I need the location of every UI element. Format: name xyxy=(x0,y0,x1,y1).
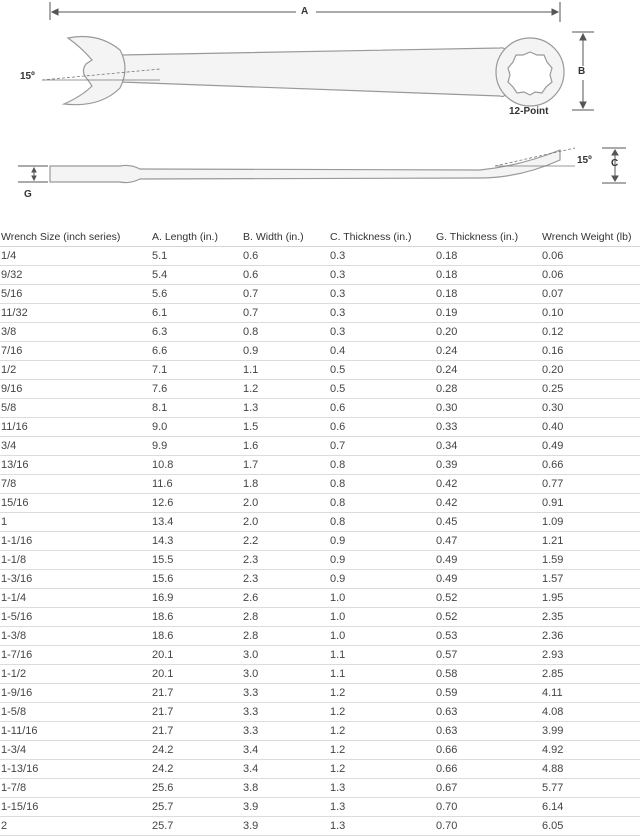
header-c-thickness: C. Thickness (in.) xyxy=(329,228,435,247)
cell-length: 13.4 xyxy=(151,513,242,532)
cell-g-thickness: 0.19 xyxy=(435,304,541,323)
cell-width: 3.4 xyxy=(242,741,329,760)
cell-width: 3.9 xyxy=(242,817,329,836)
cell-size: 1-1/16 xyxy=(0,532,151,551)
cell-length: 25.7 xyxy=(151,817,242,836)
cell-size: 11/32 xyxy=(0,304,151,323)
table-row xyxy=(0,741,640,760)
cell-width: 3.9 xyxy=(242,798,329,817)
cell-g-thickness: 0.63 xyxy=(435,722,541,741)
header-length: A. Length (in.) xyxy=(151,228,242,247)
wrench-diagram xyxy=(0,0,640,225)
cell-c-thickness: 0.6 xyxy=(329,418,435,437)
cell-length: 25.7 xyxy=(151,798,242,817)
cell-size: 1-3/8 xyxy=(0,627,151,646)
table-row xyxy=(0,247,640,266)
dimension-a-label: A xyxy=(301,6,309,17)
cell-weight: 0.91 xyxy=(541,494,640,513)
cell-size: 1-7/16 xyxy=(0,646,151,665)
cell-width: 3.0 xyxy=(242,646,329,665)
cell-g-thickness: 0.28 xyxy=(435,380,541,399)
cell-width: 0.6 xyxy=(242,266,329,285)
cell-size: 1-9/16 xyxy=(0,684,151,703)
cell-weight: 0.12 xyxy=(541,323,640,342)
header-wrench-size: Wrench Size (inch series) xyxy=(0,228,151,247)
cell-g-thickness: 0.49 xyxy=(435,551,541,570)
cell-size: 1-1/4 xyxy=(0,589,151,608)
cell-weight: 6.05 xyxy=(541,817,640,836)
table-row xyxy=(0,798,640,817)
table-row xyxy=(0,494,640,513)
cell-width: 1.8 xyxy=(242,475,329,494)
cell-weight: 2.93 xyxy=(541,646,640,665)
cell-g-thickness: 0.30 xyxy=(435,399,541,418)
cell-size: 1 xyxy=(0,513,151,532)
cell-c-thickness: 1.2 xyxy=(329,703,435,722)
cell-width: 2.6 xyxy=(242,589,329,608)
cell-g-thickness: 0.18 xyxy=(435,247,541,266)
cell-size: 5/16 xyxy=(0,285,151,304)
cell-g-thickness: 0.52 xyxy=(435,589,541,608)
dimension-g-label: G xyxy=(24,189,32,200)
cell-width: 2.2 xyxy=(242,532,329,551)
table-row xyxy=(0,627,640,646)
cell-weight: 2.35 xyxy=(541,608,640,627)
cell-c-thickness: 0.3 xyxy=(329,304,435,323)
table-row xyxy=(0,589,640,608)
cell-g-thickness: 0.52 xyxy=(435,608,541,627)
cell-length: 7.1 xyxy=(151,361,242,380)
cell-weight: 1.57 xyxy=(541,570,640,589)
cell-g-thickness: 0.66 xyxy=(435,760,541,779)
table-row xyxy=(0,646,640,665)
cell-size: 1-13/16 xyxy=(0,760,151,779)
cell-g-thickness: 0.58 xyxy=(435,665,541,684)
cell-weight: 2.85 xyxy=(541,665,640,684)
cell-c-thickness: 1.2 xyxy=(329,741,435,760)
cell-c-thickness: 1.3 xyxy=(329,779,435,798)
cell-c-thickness: 1.2 xyxy=(329,760,435,779)
cell-c-thickness: 0.9 xyxy=(329,570,435,589)
cell-length: 21.7 xyxy=(151,722,242,741)
cell-width: 2.8 xyxy=(242,627,329,646)
cell-size: 1-3/4 xyxy=(0,741,151,760)
cell-width: 3.3 xyxy=(242,722,329,741)
cell-g-thickness: 0.59 xyxy=(435,684,541,703)
cell-size: 1-5/8 xyxy=(0,703,151,722)
cell-weight: 4.88 xyxy=(541,760,640,779)
cell-g-thickness: 0.39 xyxy=(435,456,541,475)
cell-g-thickness: 0.70 xyxy=(435,817,541,836)
cell-weight: 0.25 xyxy=(541,380,640,399)
cell-length: 24.2 xyxy=(151,760,242,779)
cell-weight: 0.07 xyxy=(541,285,640,304)
cell-c-thickness: 0.3 xyxy=(329,247,435,266)
table-row xyxy=(0,399,640,418)
table-row xyxy=(0,475,640,494)
dimension-b-label: B xyxy=(578,66,586,77)
cell-c-thickness: 0.3 xyxy=(329,266,435,285)
cell-c-thickness: 0.9 xyxy=(329,532,435,551)
cell-c-thickness: 0.3 xyxy=(329,323,435,342)
cell-c-thickness: 1.2 xyxy=(329,722,435,741)
cell-width: 1.1 xyxy=(242,361,329,380)
table-row xyxy=(0,779,640,798)
box-end-label: 12-Point xyxy=(509,106,549,117)
table-row xyxy=(0,418,640,437)
cell-weight: 0.40 xyxy=(541,418,640,437)
cell-g-thickness: 0.70 xyxy=(435,798,541,817)
cell-weight: 0.30 xyxy=(541,399,640,418)
cell-size: 1-11/16 xyxy=(0,722,151,741)
cell-width: 0.9 xyxy=(242,342,329,361)
cell-g-thickness: 0.33 xyxy=(435,418,541,437)
cell-length: 20.1 xyxy=(151,646,242,665)
cell-c-thickness: 0.6 xyxy=(329,399,435,418)
table-row xyxy=(0,817,640,836)
angle-side-label: 15º xyxy=(577,155,592,166)
cell-length: 7.6 xyxy=(151,380,242,399)
cell-c-thickness: 1.2 xyxy=(329,684,435,703)
table-row xyxy=(0,342,640,361)
cell-g-thickness: 0.24 xyxy=(435,342,541,361)
cell-weight: 0.49 xyxy=(541,437,640,456)
table-row xyxy=(0,570,640,589)
table-row xyxy=(0,665,640,684)
cell-width: 2.0 xyxy=(242,494,329,513)
cell-c-thickness: 0.3 xyxy=(329,285,435,304)
cell-width: 0.6 xyxy=(242,247,329,266)
cell-width: 0.8 xyxy=(242,323,329,342)
cell-length: 11.6 xyxy=(151,475,242,494)
cell-c-thickness: 0.5 xyxy=(329,361,435,380)
cell-weight: 0.16 xyxy=(541,342,640,361)
cell-g-thickness: 0.63 xyxy=(435,703,541,722)
cell-g-thickness: 0.20 xyxy=(435,323,541,342)
cell-width: 1.3 xyxy=(242,399,329,418)
cell-length: 14.3 xyxy=(151,532,242,551)
cell-c-thickness: 1.0 xyxy=(329,627,435,646)
table-row xyxy=(0,285,640,304)
cell-g-thickness: 0.18 xyxy=(435,266,541,285)
cell-size: 9/16 xyxy=(0,380,151,399)
cell-weight: 0.20 xyxy=(541,361,640,380)
cell-weight: 1.59 xyxy=(541,551,640,570)
cell-weight: 3.99 xyxy=(541,722,640,741)
table-body xyxy=(0,247,640,836)
dimension-c-label: C xyxy=(611,158,619,169)
cell-length: 5.1 xyxy=(151,247,242,266)
cell-length: 12.6 xyxy=(151,494,242,513)
cell-size: 1-1/8 xyxy=(0,551,151,570)
cell-weight: 2.36 xyxy=(541,627,640,646)
cell-size: 7/8 xyxy=(0,475,151,494)
table-row xyxy=(0,722,640,741)
cell-size: 1/2 xyxy=(0,361,151,380)
cell-weight: 0.10 xyxy=(541,304,640,323)
cell-length: 15.5 xyxy=(151,551,242,570)
cell-width: 3.8 xyxy=(242,779,329,798)
wrench-side-view xyxy=(50,150,560,183)
cell-width: 0.7 xyxy=(242,304,329,323)
cell-width: 2.8 xyxy=(242,608,329,627)
cell-c-thickness: 0.8 xyxy=(329,456,435,475)
cell-width: 1.7 xyxy=(242,456,329,475)
table-row xyxy=(0,703,640,722)
cell-weight: 1.09 xyxy=(541,513,640,532)
cell-g-thickness: 0.42 xyxy=(435,494,541,513)
table-row xyxy=(0,361,640,380)
cell-length: 16.9 xyxy=(151,589,242,608)
cell-size: 3/4 xyxy=(0,437,151,456)
dimension-g xyxy=(18,166,48,182)
cell-c-thickness: 0.4 xyxy=(329,342,435,361)
cell-length: 6.1 xyxy=(151,304,242,323)
table-row xyxy=(0,266,640,285)
cell-g-thickness: 0.57 xyxy=(435,646,541,665)
cell-size: 1/4 xyxy=(0,247,151,266)
cell-g-thickness: 0.45 xyxy=(435,513,541,532)
angle-top-label: 15º xyxy=(20,71,35,82)
table-row xyxy=(0,513,640,532)
cell-length: 9.9 xyxy=(151,437,242,456)
cell-c-thickness: 1.1 xyxy=(329,646,435,665)
cell-size: 9/32 xyxy=(0,266,151,285)
cell-size: 7/16 xyxy=(0,342,151,361)
cell-c-thickness: 1.0 xyxy=(329,589,435,608)
table-row xyxy=(0,532,640,551)
cell-c-thickness: 0.5 xyxy=(329,380,435,399)
cell-length: 24.2 xyxy=(151,741,242,760)
cell-weight: 1.95 xyxy=(541,589,640,608)
cell-weight: 5.77 xyxy=(541,779,640,798)
cell-length: 5.6 xyxy=(151,285,242,304)
cell-size: 1-3/16 xyxy=(0,570,151,589)
cell-c-thickness: 1.3 xyxy=(329,798,435,817)
cell-length: 9.0 xyxy=(151,418,242,437)
cell-c-thickness: 1.0 xyxy=(329,608,435,627)
cell-size: 15/16 xyxy=(0,494,151,513)
cell-length: 21.7 xyxy=(151,703,242,722)
cell-width: 1.6 xyxy=(242,437,329,456)
cell-c-thickness: 0.7 xyxy=(329,437,435,456)
cell-width: 2.0 xyxy=(242,513,329,532)
cell-width: 2.3 xyxy=(242,551,329,570)
cell-g-thickness: 0.18 xyxy=(435,285,541,304)
table-row xyxy=(0,684,640,703)
cell-size: 1-5/16 xyxy=(0,608,151,627)
cell-size: 1-1/2 xyxy=(0,665,151,684)
table-row xyxy=(0,323,640,342)
cell-g-thickness: 0.24 xyxy=(435,361,541,380)
cell-weight: 4.08 xyxy=(541,703,640,722)
table-header-row xyxy=(0,228,640,247)
cell-size: 1-15/16 xyxy=(0,798,151,817)
cell-c-thickness: 1.3 xyxy=(329,817,435,836)
cell-weight: 1.21 xyxy=(541,532,640,551)
cell-size: 5/8 xyxy=(0,399,151,418)
cell-c-thickness: 0.8 xyxy=(329,513,435,532)
cell-length: 20.1 xyxy=(151,665,242,684)
cell-length: 5.4 xyxy=(151,266,242,285)
table-row xyxy=(0,304,640,323)
header-g-thickness: G. Thickness (in.) xyxy=(435,228,541,247)
table-row xyxy=(0,456,640,475)
header-weight: Wrench Weight (lb) xyxy=(541,228,640,247)
header-width: B. Width (in.) xyxy=(242,228,329,247)
cell-weight: 0.77 xyxy=(541,475,640,494)
cell-weight: 4.11 xyxy=(541,684,640,703)
cell-length: 25.6 xyxy=(151,779,242,798)
cell-weight: 4.92 xyxy=(541,741,640,760)
cell-width: 0.7 xyxy=(242,285,329,304)
cell-g-thickness: 0.47 xyxy=(435,532,541,551)
cell-c-thickness: 0.8 xyxy=(329,475,435,494)
cell-length: 10.8 xyxy=(151,456,242,475)
cell-length: 18.6 xyxy=(151,627,242,646)
cell-g-thickness: 0.66 xyxy=(435,741,541,760)
cell-length: 6.3 xyxy=(151,323,242,342)
cell-size: 2 xyxy=(0,817,151,836)
wrench-spec-table xyxy=(0,228,640,836)
cell-g-thickness: 0.34 xyxy=(435,437,541,456)
cell-c-thickness: 0.8 xyxy=(329,494,435,513)
cell-width: 3.3 xyxy=(242,703,329,722)
cell-size: 13/16 xyxy=(0,456,151,475)
cell-width: 3.4 xyxy=(242,760,329,779)
cell-length: 8.1 xyxy=(151,399,242,418)
cell-width: 2.3 xyxy=(242,570,329,589)
table-row xyxy=(0,380,640,399)
table-row xyxy=(0,760,640,779)
cell-size: 11/16 xyxy=(0,418,151,437)
cell-g-thickness: 0.42 xyxy=(435,475,541,494)
cell-weight: 0.06 xyxy=(541,266,640,285)
cell-weight: 6.14 xyxy=(541,798,640,817)
cell-length: 15.6 xyxy=(151,570,242,589)
cell-length: 21.7 xyxy=(151,684,242,703)
table-row xyxy=(0,608,640,627)
cell-g-thickness: 0.49 xyxy=(435,570,541,589)
cell-g-thickness: 0.67 xyxy=(435,779,541,798)
cell-c-thickness: 1.1 xyxy=(329,665,435,684)
cell-g-thickness: 0.53 xyxy=(435,627,541,646)
cell-size: 3/8 xyxy=(0,323,151,342)
cell-size: 1-7/8 xyxy=(0,779,151,798)
table-row xyxy=(0,437,640,456)
cell-length: 6.6 xyxy=(151,342,242,361)
table-row xyxy=(0,551,640,570)
cell-width: 1.5 xyxy=(242,418,329,437)
cell-weight: 0.06 xyxy=(541,247,640,266)
cell-width: 3.3 xyxy=(242,684,329,703)
cell-width: 1.2 xyxy=(242,380,329,399)
cell-width: 3.0 xyxy=(242,665,329,684)
cell-length: 18.6 xyxy=(151,608,242,627)
cell-c-thickness: 0.9 xyxy=(329,551,435,570)
cell-weight: 0.66 xyxy=(541,456,640,475)
